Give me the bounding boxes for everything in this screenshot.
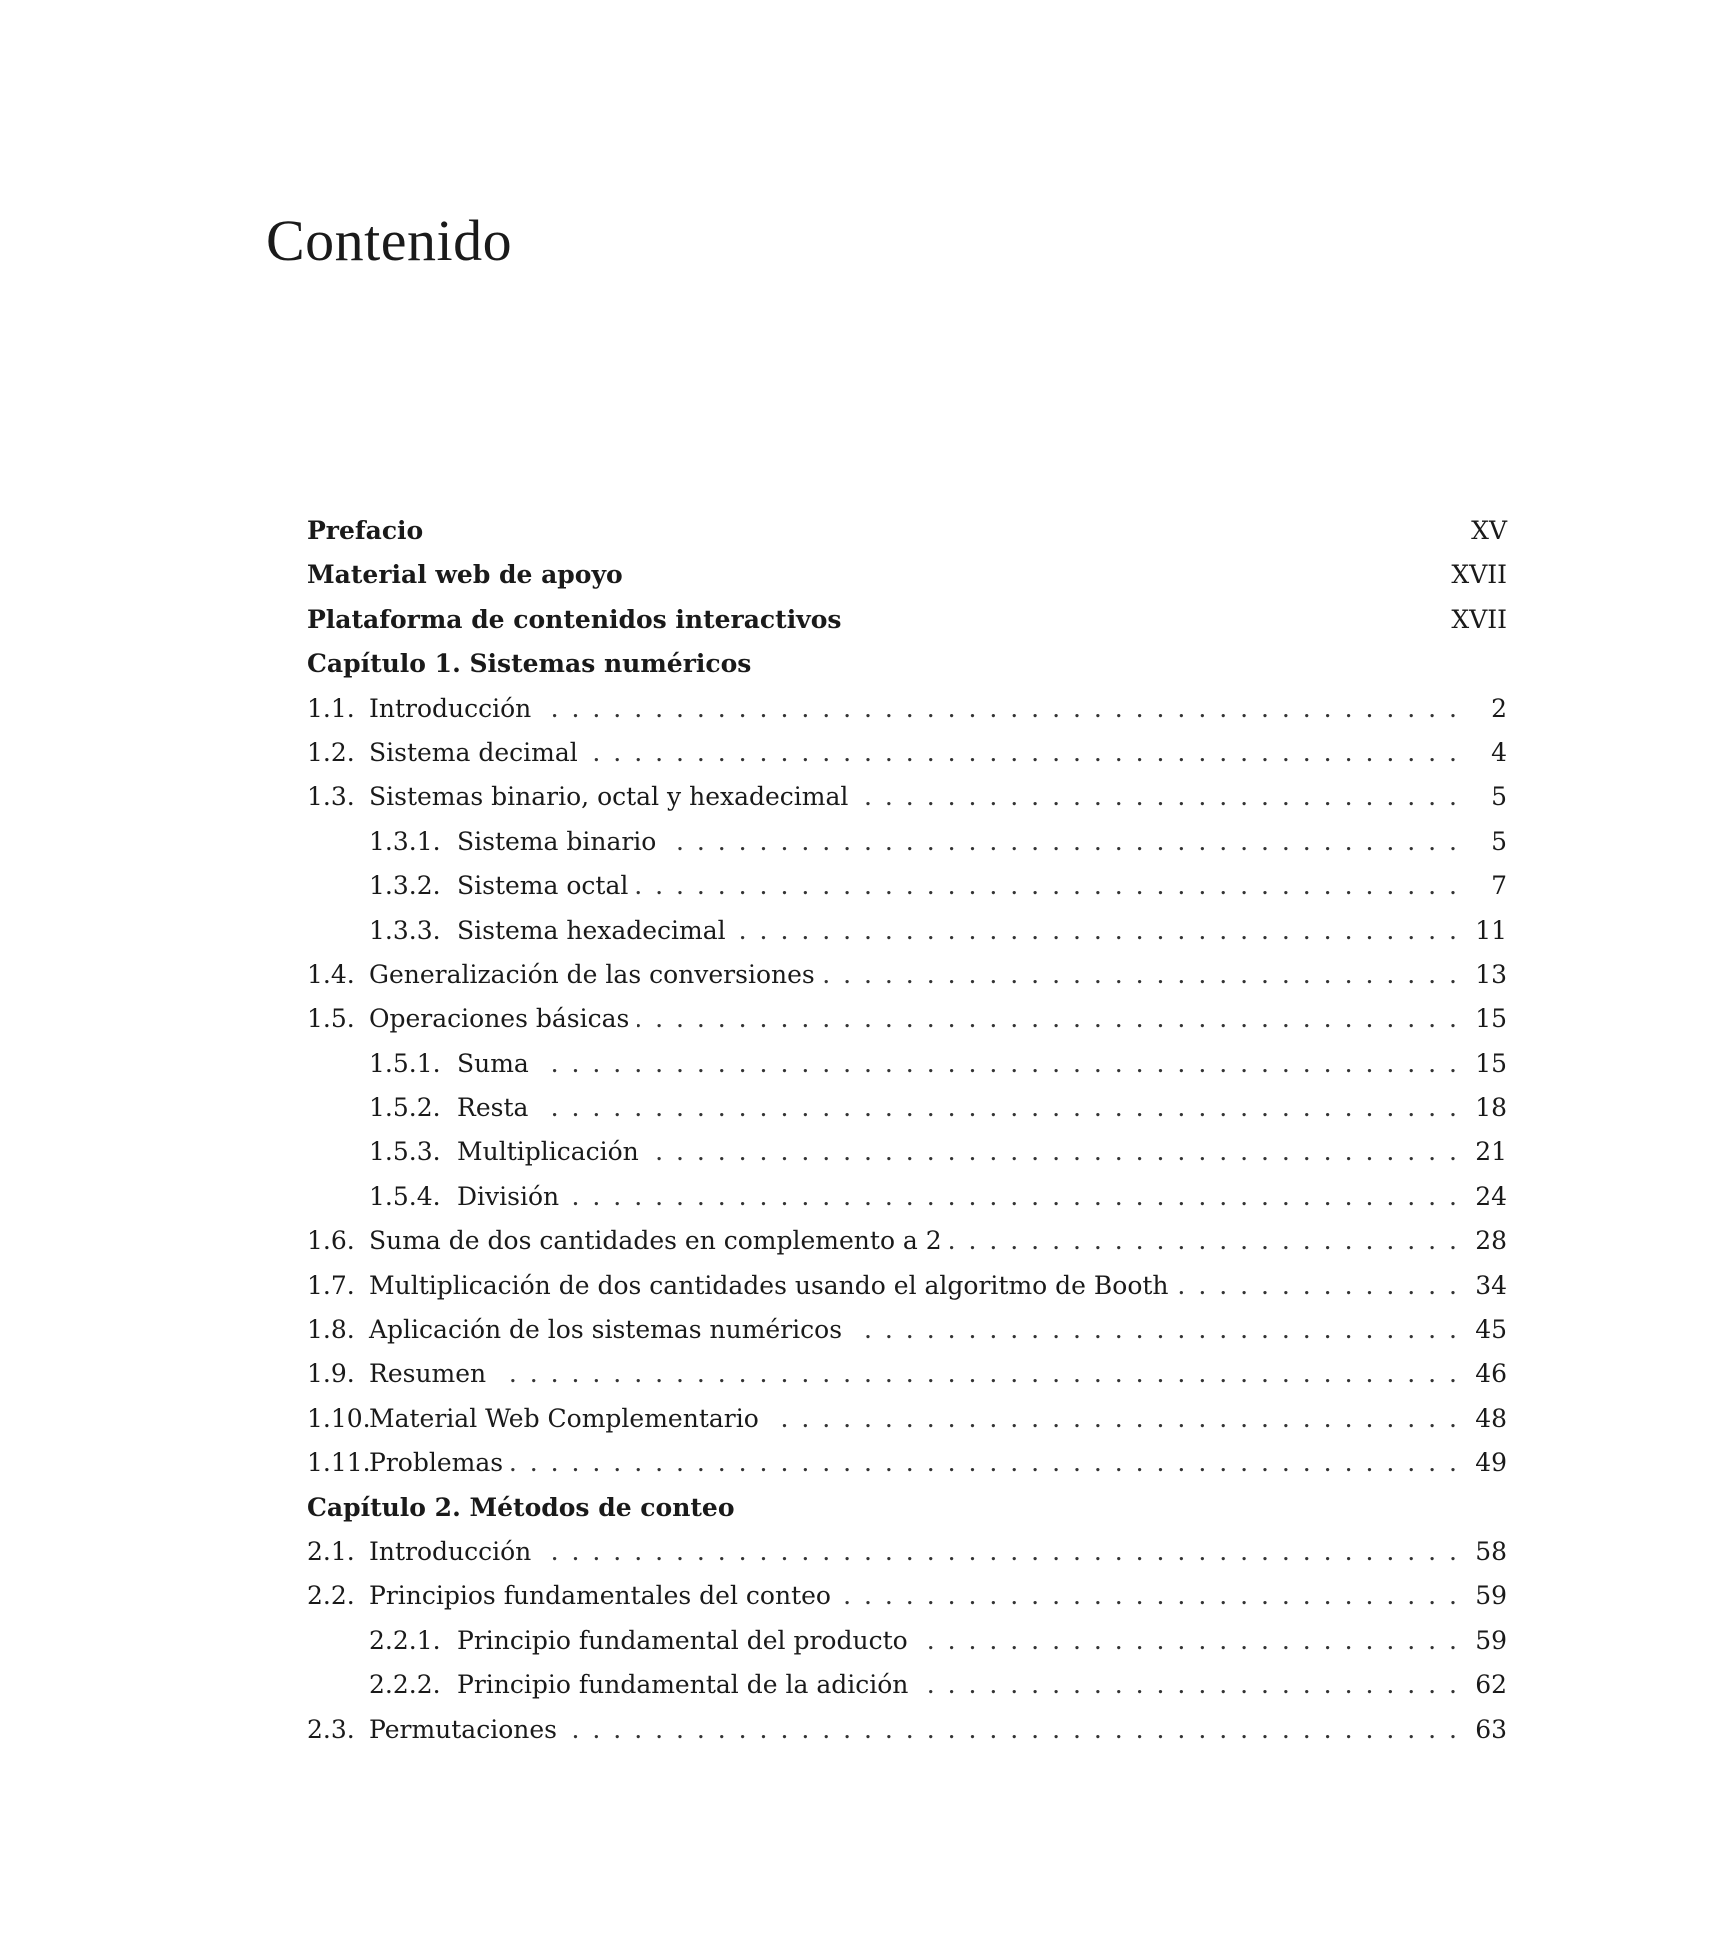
toc-entry-page: 58: [1475, 1536, 1507, 1566]
table-of-contents: [307, 516, 1507, 1759]
toc-entry-number: 1.2.: [307, 737, 355, 767]
toc-entry-page: 11: [1475, 915, 1507, 945]
toc-entry-number: 1.9.: [307, 1359, 355, 1389]
toc-entry-number: 2.1.: [307, 1536, 355, 1566]
toc-entry-page: 63: [1475, 1714, 1507, 1744]
toc-entry-title: Capítulo 1. Sistemas numéricos: [307, 649, 752, 679]
toc-dot-leader: [511, 1448, 1457, 1477]
toc-entry-title: Introducción: [369, 1536, 532, 1566]
toc-entry-number: 1.11.: [307, 1448, 371, 1478]
toc-dot-leader: [536, 1093, 1457, 1122]
toc-dot-leader: [539, 694, 1457, 723]
toc-entry-title: Multiplicación de dos cantidades usando el algoritmo de Booth: [369, 1270, 1169, 1300]
toc-entry[interactable]: [307, 1581, 1507, 1625]
toc-entry[interactable]: [307, 1093, 1507, 1137]
toc-dot-leader: [734, 916, 1457, 945]
toc-entry[interactable]: [307, 738, 1507, 782]
toc-entry-title: Sistemas binario, octal y hexadecimal: [369, 782, 849, 812]
toc-entry-page: 59: [1475, 1581, 1507, 1611]
toc-entry-page: 24: [1475, 1181, 1507, 1211]
toc-entry-page: 13: [1475, 959, 1507, 989]
toc-entry-title: Suma de dos cantidades en complemento a 2: [369, 1226, 942, 1256]
toc-entry-number: 1.5.2.: [369, 1093, 441, 1123]
toc-dot-leader: [494, 1359, 1457, 1388]
toc-entry-number: 2.2.: [307, 1581, 355, 1611]
toc-entry-page: 7: [1491, 871, 1507, 901]
toc-entry-number: 1.5.4.: [369, 1181, 441, 1211]
toc-entry-title: Material Web Complementario: [369, 1403, 759, 1433]
toc-entry[interactable]: [307, 782, 1507, 826]
toc-entry-title: Plataforma de contenidos interactivos: [307, 604, 842, 634]
toc-entry-page: XVII: [1451, 560, 1507, 590]
toc-entry[interactable]: [307, 1626, 1507, 1670]
toc-entry[interactable]: [307, 1448, 1507, 1492]
toc-entry-page: 15: [1475, 1004, 1507, 1034]
toc-entry-title: Resumen: [369, 1359, 487, 1389]
page-title: Contenido: [266, 208, 513, 273]
toc-dot-leader: [950, 1226, 1457, 1255]
toc-dot-leader: [586, 738, 1457, 767]
toc-entry-title: Problemas: [369, 1448, 504, 1478]
toc-entry[interactable]: [307, 827, 1507, 871]
toc-entry-number: 1.7.: [307, 1270, 355, 1300]
toc-entry-page: 34: [1475, 1270, 1507, 1300]
toc-entry-number: 2.3.: [307, 1714, 355, 1744]
toc-entry-title: Permutaciones: [369, 1714, 557, 1744]
toc-entry-title: Sistema hexadecimal: [457, 915, 726, 945]
toc-entry-page: 4: [1491, 737, 1507, 767]
toc-dot-leader: [539, 1537, 1457, 1566]
toc-entry-title: Introducción: [369, 693, 532, 723]
toc-entry-page: 5: [1491, 826, 1507, 856]
toc-entry-title: Suma: [457, 1048, 529, 1078]
toc-dot-leader: [637, 1004, 1457, 1033]
toc-entry-number: 2.2.2.: [369, 1670, 441, 1700]
toc-entry[interactable]: [307, 1715, 1507, 1759]
toc-heading[interactable]: [307, 605, 1507, 649]
toc-entry-page: 46: [1475, 1359, 1507, 1389]
toc-entry-title: Material web de apoyo: [307, 560, 623, 590]
toc-entry-number: 1.5.: [307, 1004, 355, 1034]
toc-entry-number: 1.8.: [307, 1315, 355, 1345]
toc-entry-title: División: [457, 1181, 560, 1211]
toc-entry[interactable]: [307, 1226, 1507, 1270]
toc-entry-title: Operaciones básicas: [369, 1004, 630, 1034]
toc-entry-title: Capítulo 2. Métodos de conteo: [307, 1492, 735, 1522]
toc-entry-page: XVII: [1451, 604, 1507, 634]
toc-entry-page: 28: [1475, 1226, 1507, 1256]
toc-dot-leader: [565, 1715, 1457, 1744]
toc-heading[interactable]: [307, 649, 1507, 693]
toc-entry-title: Sistema decimal: [369, 737, 578, 767]
toc-entry-number: 1.1.: [307, 693, 355, 723]
toc-dot-leader: [916, 1626, 1457, 1655]
toc-entry-page: 45: [1475, 1315, 1507, 1345]
toc-entry-page: 18: [1475, 1093, 1507, 1123]
toc-dot-leader: [767, 1404, 1457, 1433]
toc-entry-number: 1.10.: [307, 1403, 371, 1433]
toc-entry-page: 15: [1475, 1048, 1507, 1078]
toc-entry-number: 1.3.2.: [369, 871, 441, 901]
toc-entry[interactable]: [307, 1537, 1507, 1581]
toc-entry-title: Generalización de las conversiones: [369, 959, 815, 989]
toc-entry-page: XV: [1471, 516, 1507, 545]
toc-dot-leader: [823, 960, 1457, 989]
toc-entry[interactable]: [307, 1137, 1507, 1181]
toc-entry-title: Multiplicación: [457, 1137, 639, 1167]
toc-entry-title: Principio fundamental de la adición: [457, 1670, 909, 1700]
toc-entry[interactable]: [307, 1271, 1507, 1315]
toc-entry-title: Resta: [457, 1093, 529, 1123]
toc-entry-title: Aplicación de los sistemas numéricos: [369, 1315, 843, 1345]
toc-entry[interactable]: [307, 1404, 1507, 1448]
toc-entry[interactable]: [307, 1670, 1507, 1714]
toc-dot-leader: [916, 1670, 1457, 1699]
toc-entry[interactable]: [307, 1359, 1507, 1403]
toc-entry[interactable]: [307, 916, 1507, 960]
toc-entry[interactable]: [307, 1315, 1507, 1359]
toc-entry-number: 1.3.: [307, 782, 355, 812]
toc-entry-page: 49: [1475, 1448, 1507, 1478]
toc-entry[interactable]: [307, 1004, 1507, 1048]
toc-dot-leader: [850, 1315, 1457, 1344]
toc-dot-leader: [636, 871, 1457, 900]
toc-entry-title: Principio fundamental del producto: [457, 1625, 908, 1655]
toc-entry-number: 2.2.1.: [369, 1625, 441, 1655]
toc-entry-page: 2: [1491, 693, 1507, 723]
toc-entry[interactable]: [307, 1049, 1507, 1093]
toc-entry-number: 1.5.1.: [369, 1048, 441, 1078]
toc-entry-title: Prefacio: [307, 516, 424, 545]
toc-entry-page: 62: [1475, 1670, 1507, 1700]
toc-entry[interactable]: [307, 871, 1507, 915]
toc-dot-leader: [647, 1137, 1457, 1166]
toc-entry[interactable]: [307, 694, 1507, 738]
toc-entry-number: 1.4.: [307, 959, 355, 989]
toc-entry[interactable]: [307, 1182, 1507, 1226]
toc-entry-page: 59: [1475, 1625, 1507, 1655]
toc-entry-page: 48: [1475, 1403, 1507, 1433]
toc-heading[interactable]: [307, 516, 1507, 560]
toc-dot-leader: [664, 827, 1457, 856]
toc-dot-leader: [839, 1581, 1457, 1610]
toc-dot-leader: [1177, 1271, 1457, 1300]
toc-dot-leader: [856, 782, 1457, 811]
toc-entry-number: 1.5.3.: [369, 1137, 441, 1167]
toc-heading[interactable]: [307, 560, 1507, 604]
toc-dot-leader: [567, 1182, 1457, 1211]
toc-entry-title: Sistema octal: [457, 871, 629, 901]
toc-entry-page: 5: [1491, 782, 1507, 812]
toc-dot-leader: [537, 1049, 1457, 1078]
toc-entry-number: 1.3.1.: [369, 826, 441, 856]
toc-entry-number: 1.3.3.: [369, 915, 441, 945]
toc-entry-title: Sistema binario: [457, 826, 657, 856]
toc-entry-title: Principios fundamentales del conteo: [369, 1581, 831, 1611]
toc-heading[interactable]: [307, 1493, 1507, 1537]
toc-entry-page: 21: [1475, 1137, 1507, 1167]
toc-entry-number: 1.6.: [307, 1226, 355, 1256]
toc-entry[interactable]: [307, 960, 1507, 1004]
